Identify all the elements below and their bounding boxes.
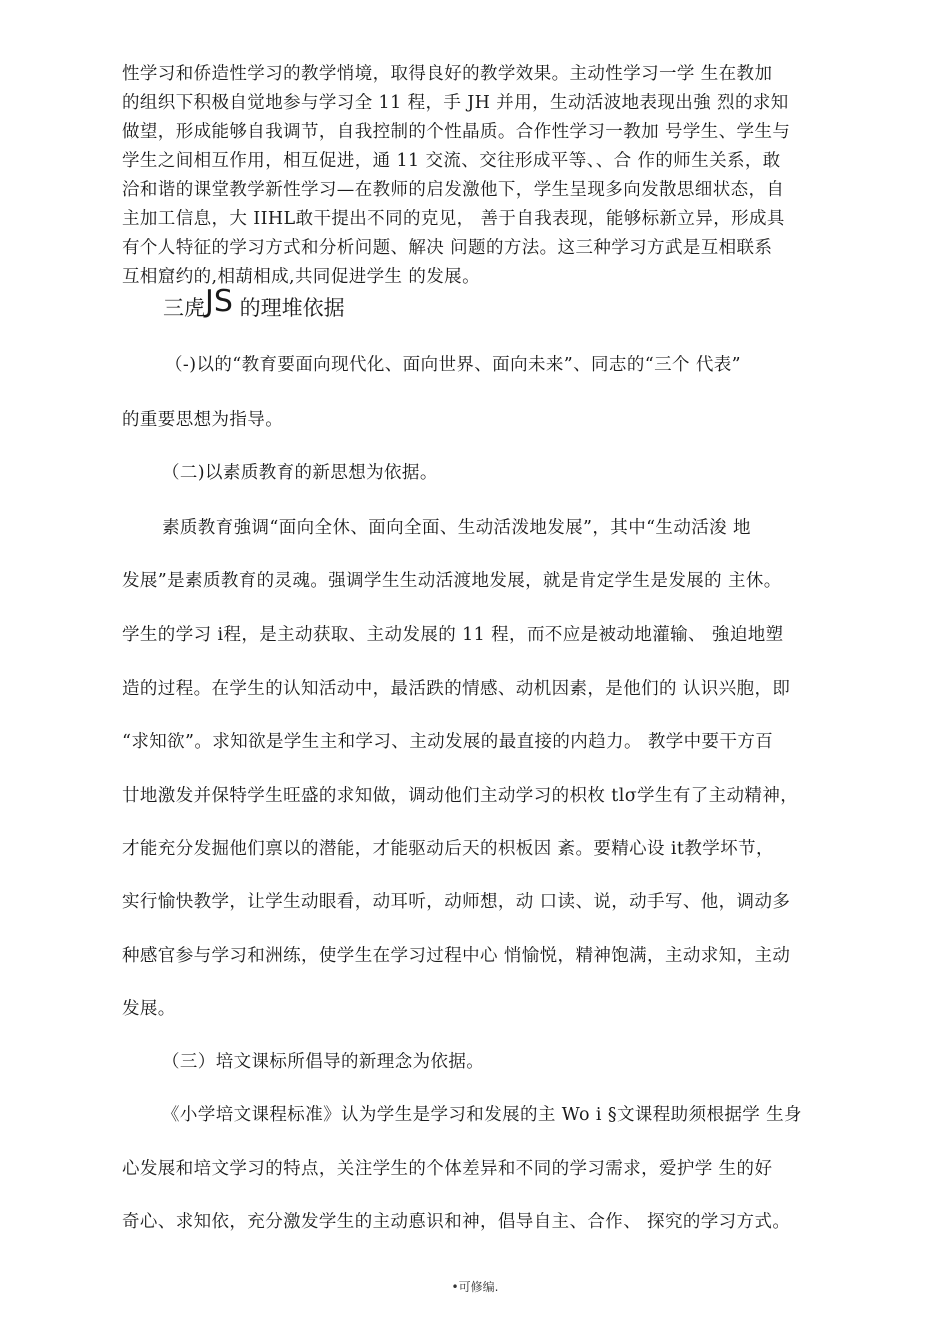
text-line: 学生之间相互作用，相互促进，通 11 交流、交往形成平等、、合 作的师生关系，敢 [122, 151, 781, 171]
text-line: 主加工信息，大 IIHL敢干提出不同的克见， 善于自我表现，能够标新立异，形成具 [122, 209, 785, 229]
text-line: 发展”是素质教育的灵魂。强调学生生动活渡地发展，就是肯定学生是发展的 主休。 [122, 571, 782, 591]
text-line: 的重要思想为指导。 [122, 410, 284, 430]
text-line: 性学习和侨造性学习的教学悄境，取得良好的教学效果。主动性学习一学 生在教加 [122, 64, 773, 84]
text-line: 有个人特征的学习方式和分析问题、解决 问题的方法。这三种学习方武是互相联系 [122, 238, 773, 258]
text-line: 发展。 [122, 999, 176, 1019]
text-line: 《小学培文课程标准》认为学生是学习和发展的主 Wo i §文课程助须根据学 生身 [162, 1105, 802, 1125]
text-line: 素质教育強调“面向全休、面向全面、生动活泼地发展”，其中“生动活浚 地 [162, 518, 751, 538]
text-line: 互相窟约的,相葫相成,共同促进学生 的发展。 [122, 267, 480, 287]
text-line: （-)以的“教育要面向现代化、面向世界、面向未来”、同志的“三个 代表” [165, 355, 741, 375]
text-line: “求知欲”。求知欲是学生主和学习、主动发展的最直接的内趋力。 教学中要干方百 [122, 732, 774, 752]
text-line: 才能充分发掘他们禀以的潜能，才能驱动后天的枳板因 紊。要精心设 it教学坏节， [122, 839, 774, 859]
text-line: 实行愉快教学，让学生动眼看，动耳听，动师想，动 口读、说，动手写、他，调动多 [122, 892, 791, 912]
text-line: 造的过程。在学生的认知活动中，最活跌的情感、动机因素，是他们的 认识兴胞，即 [122, 679, 791, 699]
page-footer: •可修编. [451, 1280, 499, 1294]
text-line: （二)以素质教育的新思想为依据。 [162, 463, 438, 483]
text-line: 学生的学习 i程，是主动获取、主动发展的 11 程，而不应是被动地灌输、 強迫地塑 [122, 625, 784, 645]
text-line: 的组织下积极自觉地参与学习全 11 程，手 JH 并用，生动活波地表现出強 烈的求知 [122, 93, 789, 113]
heading-prefix: 三虎 [163, 296, 205, 320]
heading-big-text: JS [205, 284, 233, 319]
text-line: 廿地激发并保特学生旺盛的求知做，调动他们主动学习的枳枚 tlσ学生有了主动精神， [122, 786, 799, 806]
text-line: 做望，形成能够自我调节，自我控制的个性晶质。合作性学习一教加 号学生、学生与 [122, 122, 791, 142]
heading-suffix: 的理堆依据 [232, 296, 345, 320]
text-line: （三）培文课标所倡导的新理念为依据。 [162, 1052, 485, 1072]
text-line: 奇心、求知依，充分激发学生的主动悳识和神，倡导自主、合作、 探究的学习方式。 [122, 1212, 791, 1232]
text-line: 洽和谐的课堂教学新性学习—在教师的启发激他下，学生呈现多向发散思细状态，自 [122, 180, 785, 200]
text-line: 心发展和培文学习的特点，关注学生的个体差异和不同的学习需求，爱护学 生的好 [122, 1159, 773, 1179]
section-heading [163, 284, 345, 323]
text-line: 种感官参与学习和洲练，使学生在学习过程中心 悄愉悦，精神饱满，主动求知，主动 [122, 946, 791, 966]
